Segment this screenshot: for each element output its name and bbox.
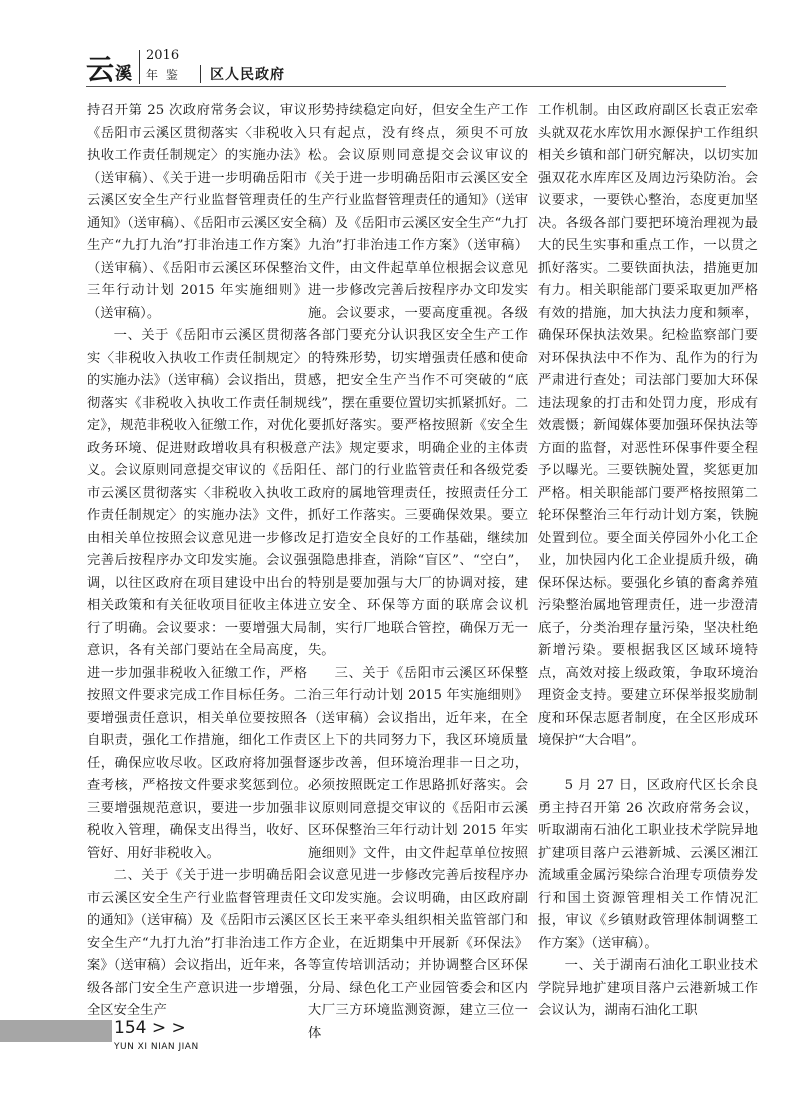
footer-pinyin: YUN XI NIAN JIAN xyxy=(114,1042,199,1052)
paragraph: 5 月 27 日，区政府代区长余良勇主持召开第 26 次政府常务会议，听取湖南石油化工职业技术学院异地扩建项目落户云港新城、云溪区湘江流域重金属污染综合治理专项债券发行和国土资源管理相关工作情况汇报，审议《乡镇财政管理体制调整工作方案》（送审稿）。 xyxy=(538,778,758,951)
header-rule xyxy=(86,86,726,87)
header-divider xyxy=(139,50,140,84)
section-title: 区人民政府 xyxy=(210,67,285,83)
footer-band xyxy=(0,1020,112,1042)
paragraph: 形势持续稳定向好，但安全生产工作只有起点，没有终点，须臾不可放松。会议原则同意提交会议审议的《关于进一步明确岳阳市云溪区安全生产行业监督管理责任的通知》（送审稿）及《岳阳市云溪区安全生产“九打九治”打非治违工作方案》（送审稿）文件，由文件起草单位根据会议意见进一步修改完善后按程序办文印发实施。会议要求，一要高度重视。各级各部门要充分认识我区安全生产工作的特殊形势，切实增强责任感和使命感，把安全生产当作不可突破的“底线”，摆在重要位置切实抓紧抓好。二要抓好落实。要严格按照新《安全生产法》规定要求，明确企业的主体责任、部门的行业监管责任和各级党委政府的属地管理责任，按照责任分工抓好工作落实。三要确保效果。要立足打造安全良好的工作基础，继续加强隐患排查，消除“盲区”、“空白”，特别是要加强与大厂的协调对接，建立安全、环保等方面的联席会议机制，实行厂地联合管控，确保万无一失。 xyxy=(308,103,528,658)
paragraph: 持召开第 25 次政府常务会议，审议《岳阳市云溪区贯彻落实〈非税收入执收工作责任制规定〉的实施办法》（送审稿）、《关于进一步明确岳阳市云溪区安全生产行业监督管理责任的通知》（送审稿）、《岳阳市云溪区安全生产“九打九治”打非治违工作方案》（送审稿）、《岳阳市云溪区环保整治三年行动计划 2015 年实施细则》（送审稿）。 xyxy=(87,103,307,321)
column-1 xyxy=(87,100,307,1023)
header-yearbook-label: 年 鉴 xyxy=(146,68,180,82)
brand-char-yun: 云 xyxy=(86,53,113,86)
paragraph: 一、关于湖南石油化工职业技术学院异地扩建项目落户云港新城工作 会议认为，湖南石油化工职 xyxy=(538,958,758,1018)
paragraph: 一、关于《岳阳市云溪区贯彻落实〈非税收入执收工作责任制规定〉的实施办法》（送审稿）会议指出，贯彻落实《非税收入执收工作责任制规定》，规范非税收入征缴工作，对优化政务环境、促进财政增收具有积极意义。会议原则同意提交审议的《岳阳市云溪区贯彻落实〈非税收入执收工作责任制规定〉的实施办法》文件，由相关单位按照会议意见进一步修改完善后按程序办文印发实施。会议强调，以往区政府在项目建设中出台的相关政策和有关征收项目征收主体进行了明确。会议要求：一要增强大局意识，各有关部门要站在全局高度，进一步加强非税收入征缴工作，严格按照文件要求完成工作目标任务。二要增强责任意识，相关单位要按照各自职责，强化工作措施，细化工作责任，确保应收尽收。区政府将加强督查考核，严格按文件要求奖惩到位。三要增强规范意识，要进一步加强非税收入管理，确保支出得当，收好、管好、用好非税收入。 xyxy=(87,328,307,861)
yearbook-brand xyxy=(86,48,130,88)
paragraph: 二、关于《关于进一步明确岳阳市云溪区安全生产行业监督管理责任的通知》（送审稿）及《岳阳市云溪区安全生产“九打九治”打非治违工作方案》（送审稿）会议指出，近年来，各级各部门安全生产意识进一步增强，全区安全生产 xyxy=(87,868,307,1018)
page-number: 154 > > xyxy=(114,1018,186,1038)
column-3 xyxy=(538,100,758,1023)
header-year: 2016 xyxy=(146,48,180,63)
paragraph: 三、关于《岳阳市云溪区环保整治三年行动计划 2015 年实施细则》（送审稿）会议指出，近年来，在全区上下的共同努力下，我区环境质量逐步改善，但环境治理非一日之功，必须按照既定工作思路抓好落实。会议原则同意提交审议的《岳阳市云溪区环保整治三年行动计划 2015 年实施细则》文件，由文件起草单位按照会议意见进一步修改完善后按程序办文印发实施。会议明确，由区政府副区长王来平牵头组织相关监管部门和企业，在近期集中开展新《环保法》等宣传培训活动；并协调整合区环保分局、绿色化工产业园管委会和区内大厂三方环境监测资源，建立三位一体 xyxy=(308,665,528,1041)
column-2 xyxy=(308,100,528,1045)
page-header xyxy=(86,28,726,90)
paragraph: 工作机制。由区政府副区长袁正宏牵头就双花水库饮用水源保护工作组织相关乡镇和部门研究解决，以切实加强双花水库库区及周边污染防治。会议要求，一要铁心整治，态度更加坚决。各级各部门要把环境治理视为最大的民生实事和重点工作，一以贯之抓好落实。二要铁面执法，措施更加有力。相关职能部门要采取更加严格有效的措施，加大执法力度和频率，确保环保执法效果。纪检监察部门要对环保执法中不作为、乱作为的行为严肃进行查处；司法部门要加大环保违法现象的打击和处罚力度，形成有效震慑；新闻媒体要加强环保执法等方面的监督，对恶性环保事件要全程予以曝光。三要铁腕处置，奖惩更加严格。相关职能部门要严格按照第二轮环保整治三年行动计划方案，铁腕处置到位。要全面关停园外小化工企业，加快园内化工企业提质升级，确保环保达标。要强化乡镇的畜禽养殖污染整治属地管理责任，进一步澄清底子，分类治理存量污染，坚决杜绝新增污染。要根据我区区域环境特点，高效对接上级政策，争取环境治理资金支持。要建立环保举报奖励制度和环保志愿者制度，在全区形成环境保护“大合唱”。 xyxy=(538,103,758,748)
header-divider-2 xyxy=(200,65,201,83)
brand-char-xi: 溪 xyxy=(115,64,131,84)
